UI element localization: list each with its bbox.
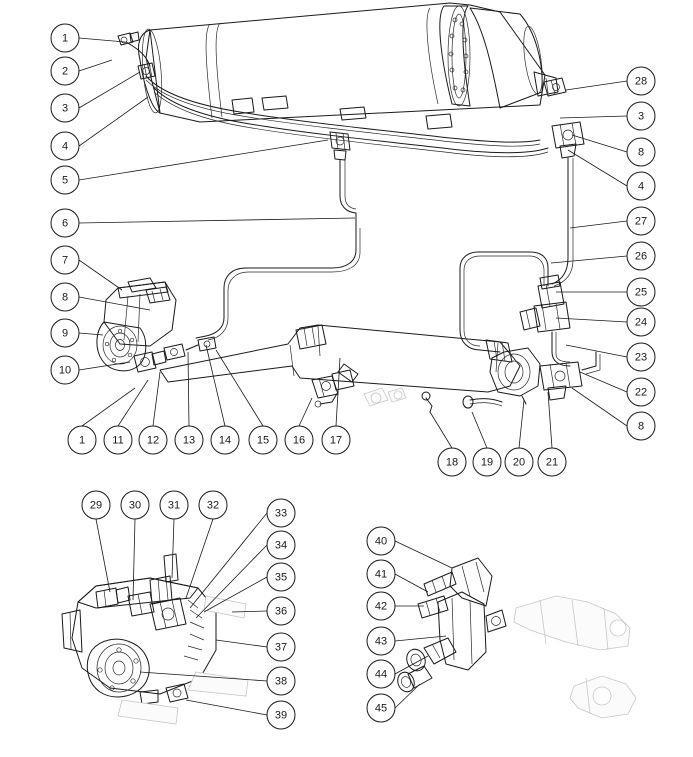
callout-label: 4 [61, 140, 69, 153]
callout-43[interactable] [367, 627, 395, 655]
callout-40[interactable] [367, 527, 395, 555]
callout-label: 16 [292, 434, 306, 447]
callout-27[interactable] [627, 207, 655, 235]
callout-label: 41 [374, 568, 388, 581]
callout-label: 39 [274, 709, 288, 722]
callout-15[interactable] [249, 426, 277, 454]
callout-label: 45 [374, 702, 388, 715]
callout-12[interactable] [139, 426, 167, 454]
callout-9[interactable] [51, 319, 79, 347]
callout-label: 35 [274, 571, 288, 584]
axle-end-right [422, 348, 540, 412]
axle-housing-left [97, 278, 216, 372]
callout-label: 11 [112, 434, 124, 447]
callout-32[interactable] [199, 491, 227, 519]
callout-16[interactable] [285, 426, 313, 454]
callout-label: 7 [61, 254, 69, 267]
callout-25[interactable] [627, 278, 655, 306]
callout-label: 2 [61, 65, 69, 78]
callout-41[interactable] [367, 560, 395, 588]
callout-label: 18 [445, 456, 459, 469]
callout-5[interactable] [51, 166, 79, 194]
callout-label: 25 [634, 286, 648, 299]
callout-label: 36 [274, 605, 288, 618]
callout-23[interactable] [627, 343, 655, 371]
callout-30[interactable] [121, 491, 149, 519]
callout-label: 3 [637, 110, 645, 123]
callout-2[interactable] [51, 57, 79, 85]
callout-label: 24 [634, 316, 648, 329]
callout-label: 12 [146, 434, 160, 447]
callout-label: 10 [58, 364, 72, 377]
quick-release-valve [312, 364, 406, 407]
callout-label: 44 [374, 668, 388, 681]
callout-8[interactable] [627, 412, 655, 440]
callout-1[interactable] [68, 426, 96, 454]
callout-label: 8 [637, 420, 645, 433]
callout-10[interactable] [51, 356, 79, 384]
callout-label: 15 [256, 434, 270, 447]
callout-label: 33 [274, 507, 288, 520]
callout-18[interactable] [438, 448, 466, 476]
callout-label: 19 [480, 456, 494, 469]
callout-45[interactable] [367, 694, 395, 722]
callout-8[interactable] [51, 283, 79, 311]
lower-right-detail-view [395, 558, 636, 718]
callout-1[interactable] [51, 24, 79, 52]
callout-37[interactable] [267, 633, 295, 661]
callout-label: 22 [634, 386, 648, 399]
callout-42[interactable] [367, 592, 395, 620]
callout-label: 8 [637, 146, 645, 159]
descending-air-tube [196, 160, 360, 340]
callout-7[interactable] [51, 246, 79, 274]
callout-label: 1 [61, 32, 69, 45]
callout-24[interactable] [627, 308, 655, 336]
callout-label: 8 [61, 291, 69, 304]
callout-label: 34 [274, 539, 288, 552]
callout-17[interactable] [322, 426, 350, 454]
callout-6[interactable] [51, 209, 79, 237]
callout-label: 1 [78, 434, 86, 447]
callout-label: 21 [545, 456, 559, 469]
callout-label: 32 [206, 499, 220, 512]
callout-label: 28 [634, 75, 648, 88]
callout-label: 23 [634, 351, 648, 364]
callout-label: 30 [128, 499, 142, 512]
callout-label: 9 [61, 327, 69, 340]
callout-4[interactable] [627, 172, 655, 200]
callout-39[interactable] [267, 701, 295, 729]
callout-34[interactable] [267, 531, 295, 559]
ghost-driveshaft [514, 596, 636, 718]
callout-26[interactable] [627, 242, 655, 270]
callout-label: 5 [61, 174, 69, 187]
callout-label: 31 [167, 499, 181, 512]
callout-22[interactable] [627, 378, 655, 406]
right-valve-block [460, 78, 600, 400]
tank-mounting-strap [232, 96, 452, 129]
callout-19[interactable] [473, 448, 501, 476]
callout-label: 43 [374, 635, 388, 648]
callout-13[interactable] [175, 426, 203, 454]
callout-label: 4 [637, 180, 645, 193]
callout-20[interactable] [505, 448, 533, 476]
callout-28[interactable] [627, 67, 655, 95]
callout-label: 38 [274, 675, 288, 688]
callout-label: 14 [218, 434, 232, 447]
callout-8[interactable] [627, 138, 655, 166]
callout-label: 17 [329, 434, 343, 447]
callout-3[interactable] [51, 94, 79, 122]
callout-29[interactable] [82, 491, 110, 519]
callout-3[interactable] [627, 102, 655, 130]
callout-label: 42 [374, 600, 388, 613]
callout-38[interactable] [267, 667, 295, 695]
callout-label: 20 [512, 456, 526, 469]
tee-fitting-upper-left [118, 32, 155, 79]
callout-label: 6 [61, 217, 69, 230]
callout-35[interactable] [267, 563, 295, 591]
callout-31[interactable] [160, 491, 188, 519]
callout-label: 27 [634, 215, 648, 228]
callout-21[interactable] [538, 448, 566, 476]
callout-label: 40 [374, 535, 388, 548]
callout-label: 37 [274, 641, 288, 654]
callout-label: 3 [61, 102, 69, 115]
callout-33[interactable] [267, 499, 295, 527]
ghost-fitting-small [364, 388, 406, 406]
callout-11[interactable] [104, 426, 132, 454]
callout-14[interactable] [211, 426, 239, 454]
callout-36[interactable] [267, 597, 295, 625]
lower-left-detail-view [62, 554, 248, 724]
callout-44[interactable] [367, 660, 395, 688]
callout-label: 13 [182, 434, 196, 447]
callout-label: 26 [634, 250, 648, 263]
callout-label: 29 [89, 499, 103, 512]
callout-4[interactable] [51, 132, 79, 160]
